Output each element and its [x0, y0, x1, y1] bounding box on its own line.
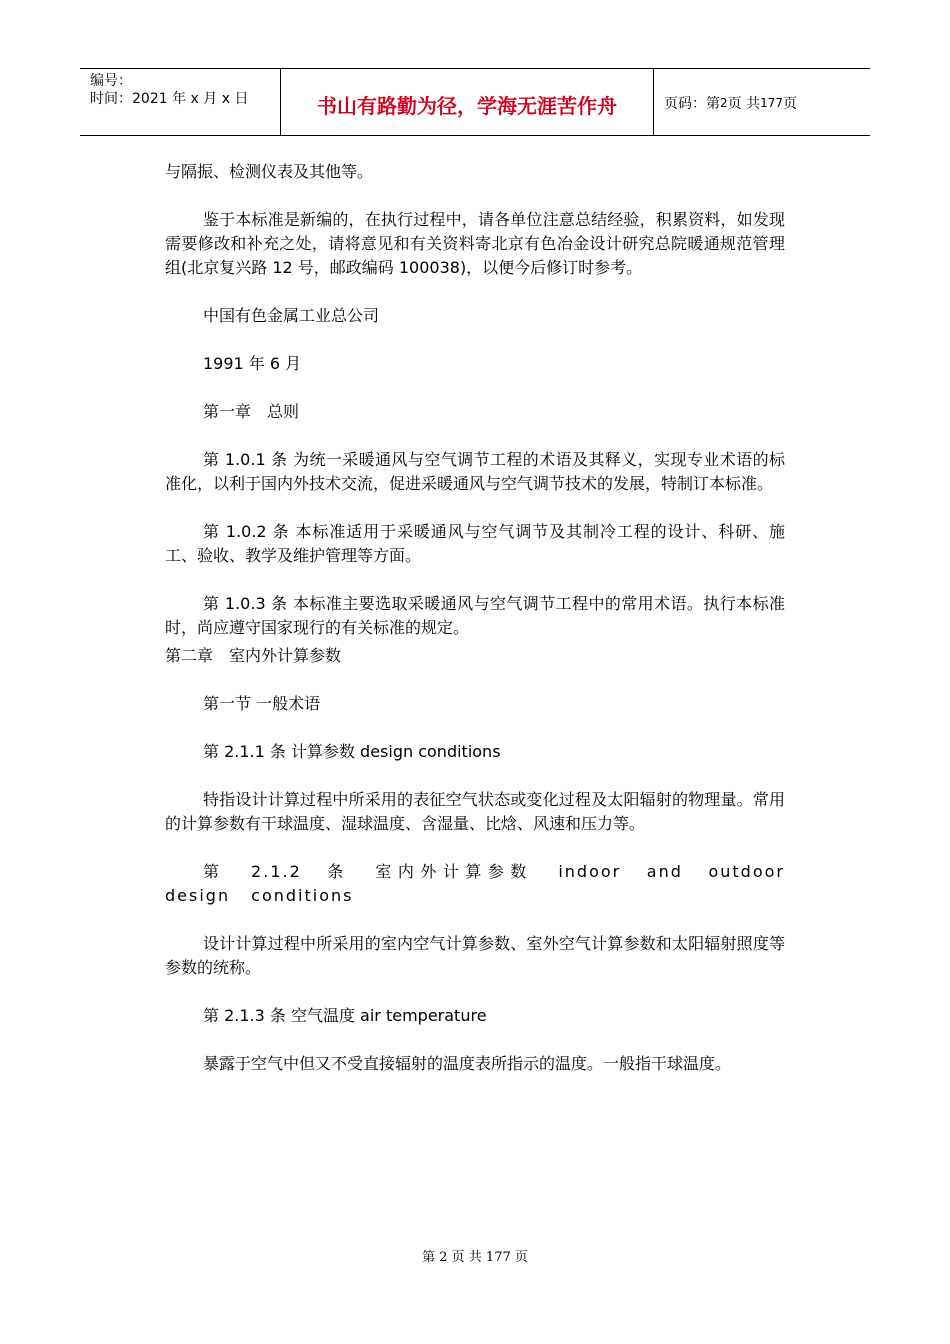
- header-page-prefix: 页码：第: [664, 96, 720, 112]
- header-motto: 书山有路勤为径，学海无涯苦作舟: [281, 69, 654, 135]
- header-page-suffix: 页: [783, 96, 797, 112]
- header-info-cell: [80, 69, 281, 135]
- page-footer: 第 2 页 共 177 页: [422, 1250, 528, 1265]
- article: 第 1.0.1 条 为统一采暖通风与空气调节工程的术语及其释义，实现专业术语的标准化，以利于国内外技术交流，促进采暖通风与空气调节技术的发展，特制订本标准。: [165, 450, 785, 493]
- term-heading: 第 2.1.2 条 室内外计算参数 indoor and outdoor design conditions: [165, 862, 785, 905]
- document-body: [165, 160, 785, 1100]
- chapter-heading: 第一章 总则: [203, 402, 300, 421]
- header-page-mid: 页 共: [727, 96, 761, 112]
- term-definition: 特指设计计算过程中所采用的表征空气状态或变化过程及太阳辐射的物理量。常用的计算参数有干球温度、湿球温度、含湿量、比焓、风速和压力等。: [165, 790, 785, 833]
- header-page-current: 2: [720, 96, 728, 110]
- page-header: [80, 68, 870, 136]
- article: 第 1.0.2 条 本标准适用于采暖通风与空气调节及其制冷工程的设计、科研、施工、验收、教学及维护管理等方面。: [165, 522, 785, 565]
- term-heading: 第 2.1.1 条 计算参数 design conditions: [203, 742, 501, 761]
- term-definition: 暴露于空气中但又不受直接辐射的温度表所指示的温度。一般指干球温度。: [203, 1054, 732, 1073]
- paragraph: 与隔振、检测仪表及其他等。: [165, 162, 374, 181]
- paragraph: 鉴于本标准是新编的，在执行过程中，请各单位注意总结经验，积累资料，如发现需要修改和补充之处，请将意见和有关资料寄北京有色冶金设计研究总院暖通规范管理组(北京复兴路 12 号，邮政编码 100038)，以便今后修订时参考。: [165, 210, 785, 277]
- term-heading: 第 2.1.3 条 空气温度 air temperature: [203, 1006, 487, 1025]
- header-time-label: 时间：2021 年 x 月 x 日: [90, 91, 249, 107]
- header-page-cell: [654, 69, 870, 135]
- section-heading: 第一节 一般术语: [203, 694, 321, 713]
- term-definition: 设计计算过程中所采用的室内空气计算参数、室外空气计算参数和太阳辐射照度等参数的统称。: [165, 934, 785, 977]
- paragraph: 中国有色金属工业总公司: [203, 306, 380, 325]
- article: 第 1.0.3 条 本标准主要选取采暖通风与空气调节工程中的常用术语。执行本标准时，尚应遵守国家现行的有关标准的规定。: [165, 594, 785, 637]
- chapter-heading: 第二章 室内外计算参数: [165, 646, 342, 665]
- header-page-total: 177: [760, 96, 783, 110]
- header-number-label: 编号：: [90, 73, 132, 89]
- paragraph: 1991 年 6 月: [203, 354, 302, 373]
